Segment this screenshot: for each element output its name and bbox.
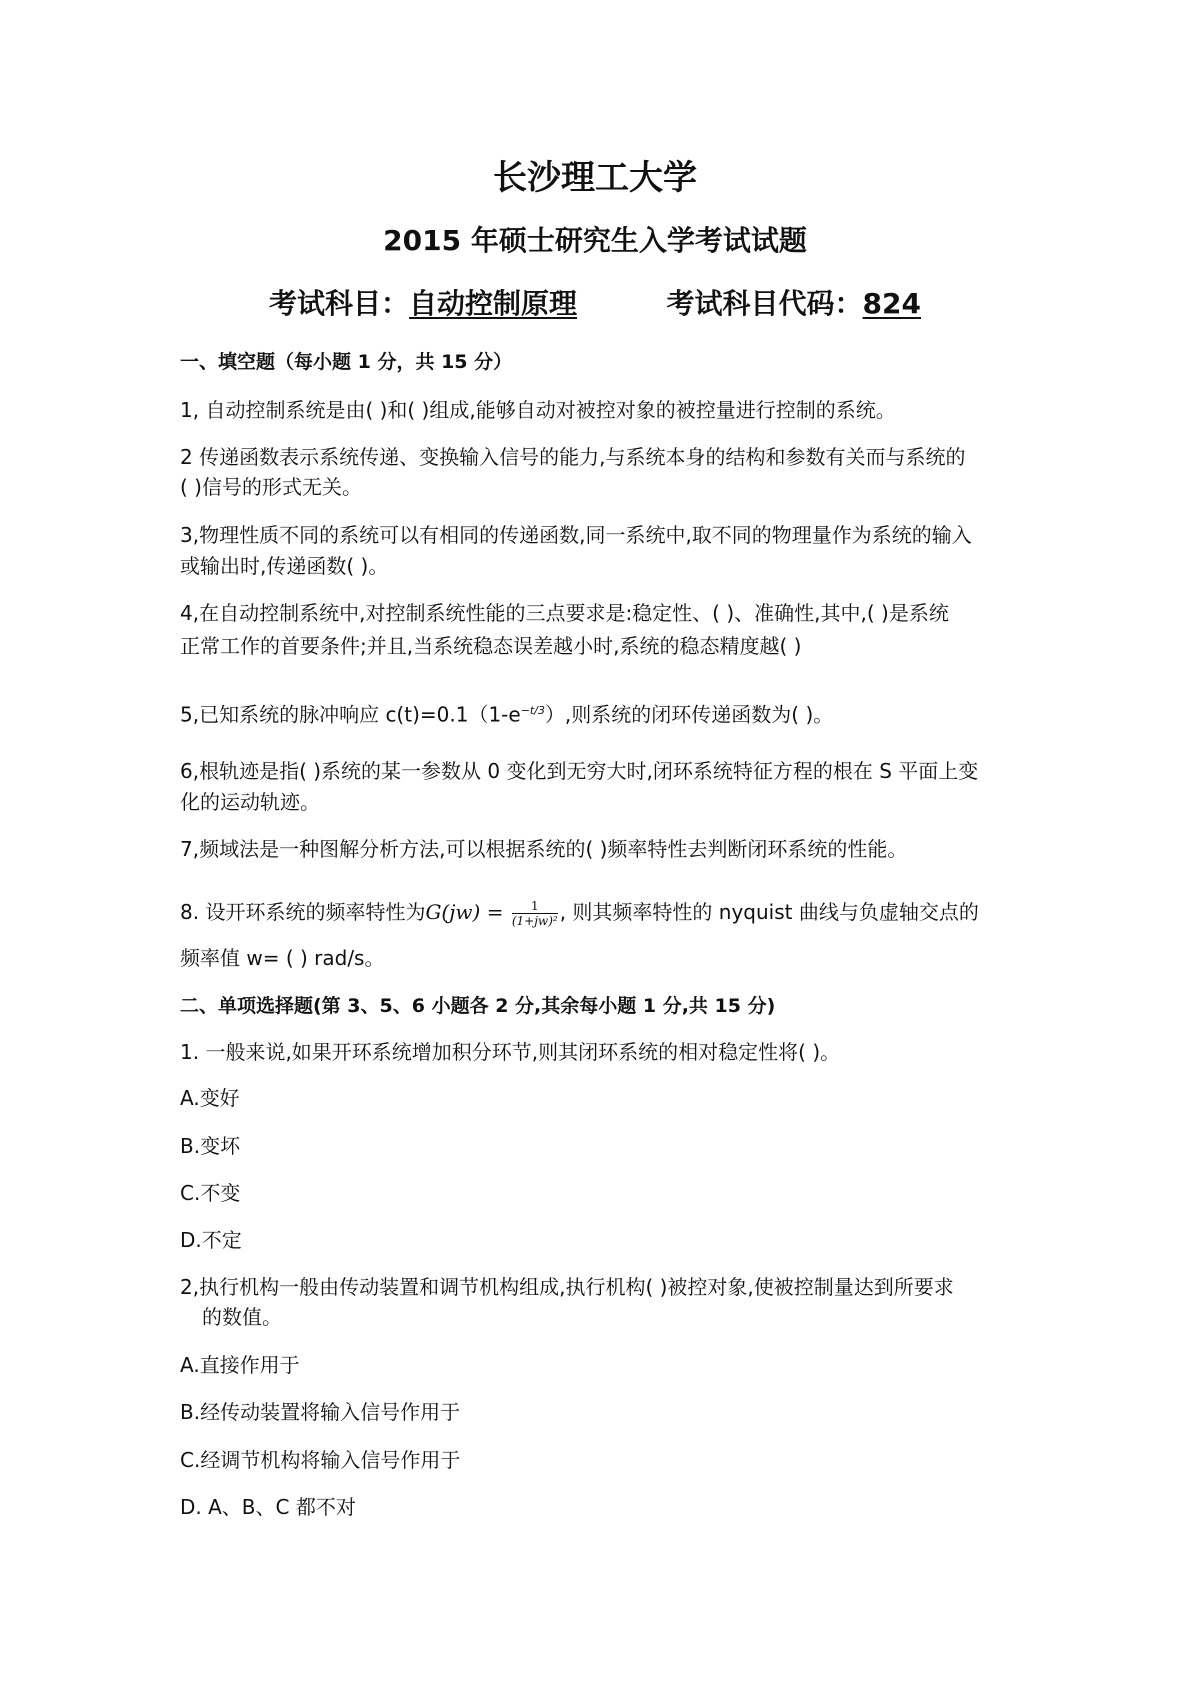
subject-code: 824: [862, 287, 921, 320]
mc2-option-d: D. A、B、C 都不对: [180, 1495, 356, 1519]
subject-name: 自动控制原理: [409, 287, 578, 320]
question-2-line1: 2 传递函数表示系统传递、变换输入信号的能力,与系统本身的结构和参数有关而与系统的: [180, 445, 966, 469]
question-5-text-end: ）,则系统的闭环传递函数为( )。: [544, 702, 834, 727]
fraction-denominator: (1+jw)²: [511, 914, 558, 928]
mc2-option-c: C.经调节机构将输入信号作用于: [180, 1448, 461, 1472]
question-7: 7,频域法是一种图解分析方法,可以根据系统的( )频率特性去判断闭环系统的性能。: [180, 837, 908, 861]
mc1-option-a: A.变好: [180, 1086, 240, 1110]
mc2-option-b: B.经传动装置将输入信号作用于: [180, 1400, 461, 1424]
mc2-option-a: A.直接作用于: [180, 1353, 300, 1377]
question-1: 1, 自动控制系统是由( )和( )组成,能够自动对被控对象的被控量进行控制的系统。: [180, 398, 896, 422]
question-3-line1: 3,物理性质不同的系统可以有相同的传递函数,同一系统中,取不同的物理量作为系统的输入: [180, 523, 972, 547]
question-6-line1: 6,根轨迹是指( )系统的某一参数从 0 变化到无穷大时,闭环系统特征方程的根在 S 平面上变: [180, 759, 979, 783]
mc-question-2-line2: 的数值。: [202, 1305, 282, 1329]
university-title: 长沙理工大学: [493, 158, 697, 198]
question-8: [180, 897, 979, 928]
question-5: [180, 696, 833, 730]
formula-fraction: [512, 899, 558, 928]
subject-line: [0, 282, 1190, 322]
mc1-option-d: D.不定: [180, 1228, 242, 1252]
question-5-text: 5,已知系统的脉冲响应 c(t)=0.1（1-e: [180, 702, 521, 727]
question-6-line2: 化的运动轨迹。: [180, 790, 320, 814]
formula-lhs: G(jw) =: [425, 900, 504, 924]
code-label: 考试科目代码：: [666, 287, 863, 320]
question-4-line2: 正常工作的首要条件;并且,当系统稳态误差越小时,系统的稳态精度越( ): [180, 634, 802, 658]
fraction-numerator: 1: [512, 899, 558, 914]
question-4-line1: 4,在自动控制系统中,对控制系统性能的三点要求是:稳定性、( )、准确性,其中,( )是系统: [180, 601, 949, 625]
subject-label: 考试科目：: [269, 287, 410, 320]
mc-question-1: 1. 一般来说,如果开环系统增加积分环节,则其闭环系统的相对稳定性将( )。: [180, 1040, 841, 1064]
mc-question-2-line1: 2,执行机构一般由传动装置和调节机构组成,执行机构( )被控对象,使被控制量达到所要求: [180, 1275, 954, 1299]
question-8-text: 8. 设开环系统的频率特性为: [180, 900, 426, 924]
mc1-option-b: B.变坏: [180, 1134, 241, 1158]
question-3-line2: 或输出时,传递函数( )。: [180, 554, 389, 578]
section1-title: 一、填空题（每小题 1 分，共 15 分）: [180, 351, 513, 373]
section2-title: 二、单项选择题(第 3、5、6 小题各 2 分,其余每小题 1 分,共 15 分): [180, 995, 776, 1017]
mc1-option-c: C.不变: [180, 1181, 241, 1205]
question-5-exponent: −t/3: [520, 704, 545, 717]
exam-title: 2015 年硕士研究生入学考试试题: [383, 224, 807, 257]
question-8-text-end: , 则其频率特性的 nyquist 曲线与负虚轴交点的: [559, 900, 979, 924]
question-2-line2: ( )信号的形式无关。: [180, 475, 362, 499]
question-8-line2: 频率值 w= ( ) rad/s。: [180, 946, 385, 970]
